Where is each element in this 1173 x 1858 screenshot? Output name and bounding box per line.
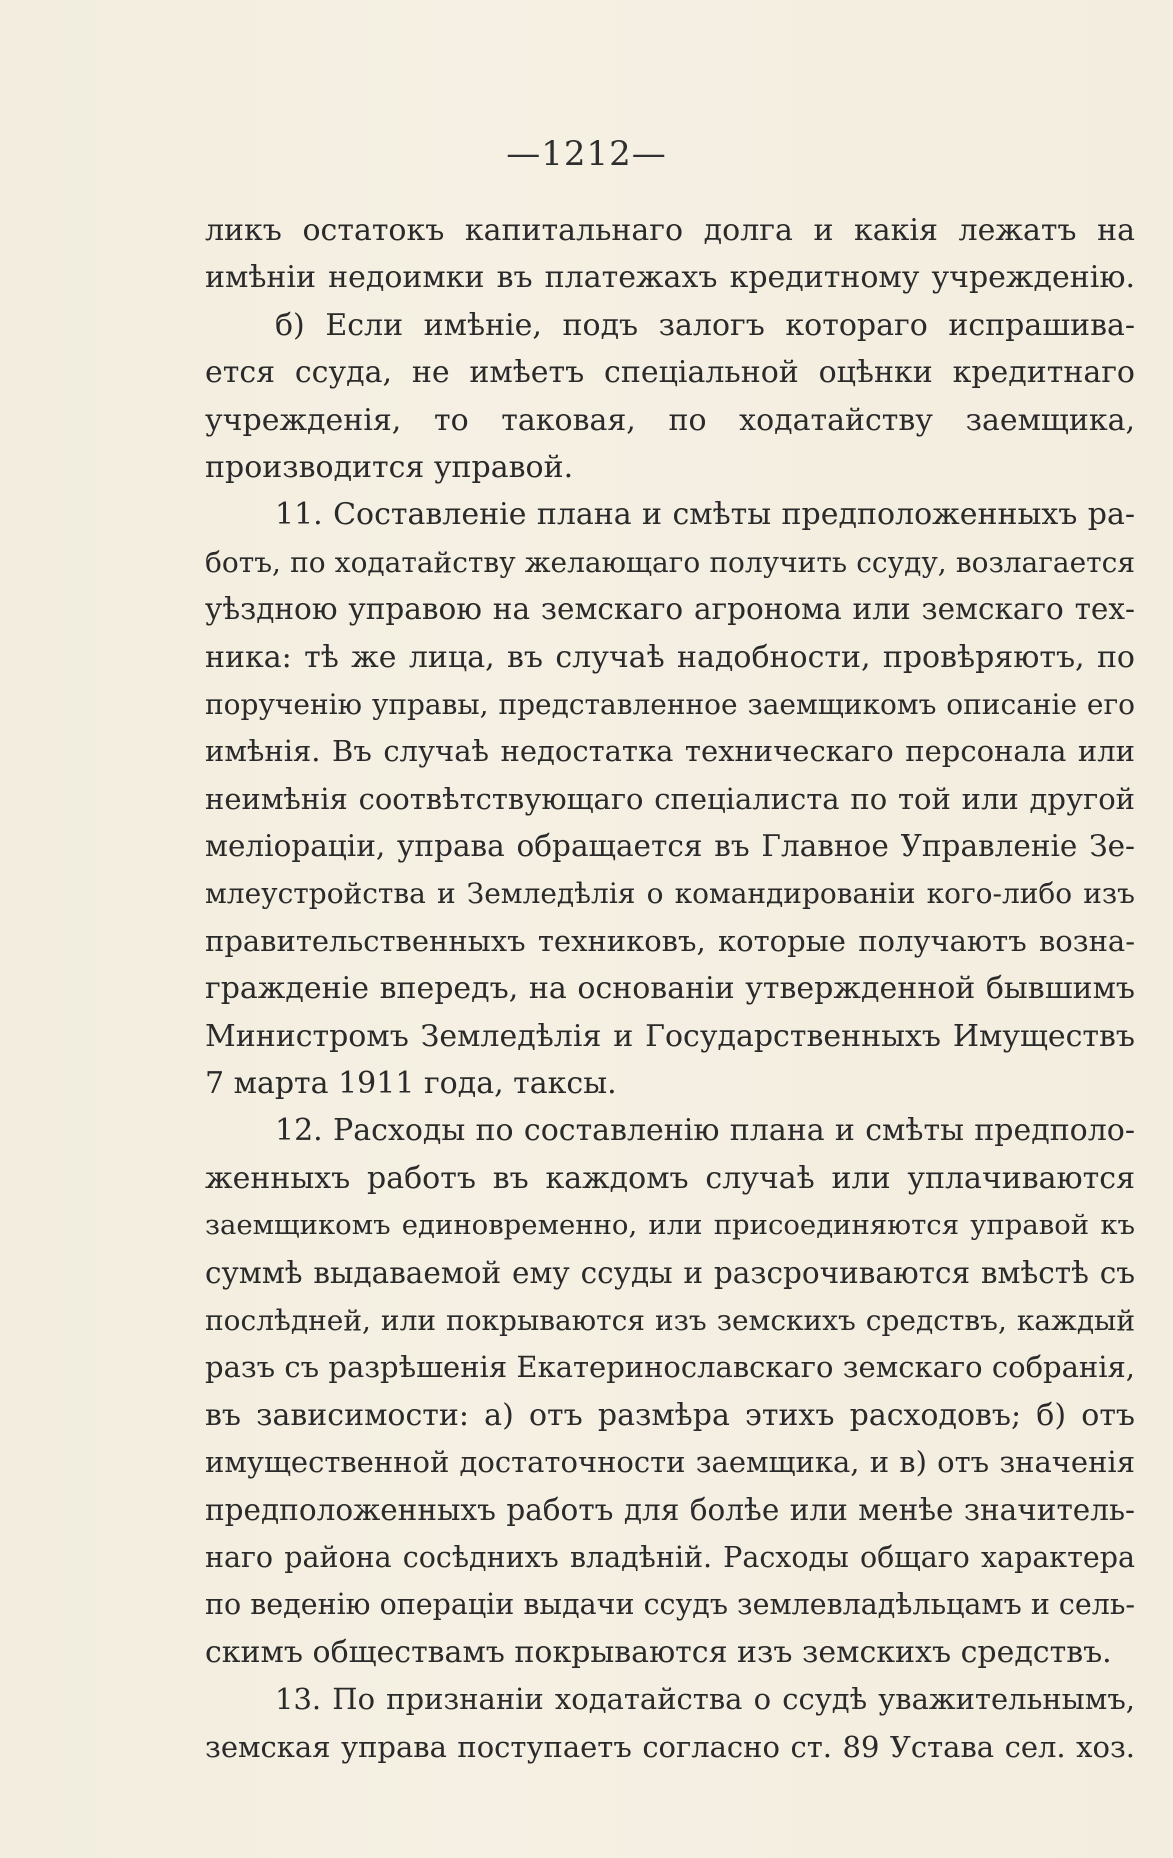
text-line: 13. По признаніи ходатайства о ссудѣ уважительнымъ, [275, 1682, 1135, 1717]
text-line: скимъ обществамъ покрываются изъ земскихъ средствъ. [205, 1634, 1112, 1670]
body-text [205, 207, 1135, 1771]
text-line: наго района сосѣднихъ владѣній. Расходы общаго характера [205, 1540, 1135, 1574]
text-line: ется ссуда, не имѣетъ спеціальной оцѣнки кредитнаго [205, 355, 1135, 391]
text-line: гражденіе впередъ, на основаніи утвержденной бывшимъ [205, 971, 1135, 1007]
text-line: имѣнія. Въ случаѣ недостатка техническаго персонала или [205, 734, 1135, 769]
text-line: въ зависимости: а) отъ размѣра этихъ расходовъ; б) отъ [205, 1397, 1135, 1433]
text-line: женныхъ работъ въ каждомъ случаѣ или уплачиваются [205, 1160, 1135, 1196]
text-line: Министромъ Земледѣлія и Государственныхъ Имуществъ [205, 1018, 1135, 1054]
text-line: порученію управы, представленное заемщикомъ описаніе его [205, 687, 1135, 721]
text-line: предположенныхъ работъ для болѣе или менѣе значитель- [205, 1492, 1135, 1527]
text-line: 12. Расходы по составленію плана и смѣты предполо- [275, 1113, 1135, 1149]
text-line: послѣдней, или покрываются изъ земскихъ средствъ, каждый [205, 1303, 1135, 1337]
text-line: ботъ, по ходатайству желающаго получить ссуду, возлагается [205, 545, 1135, 579]
text-line: неимѣнія соотвѣтствующаго спеціалиста по той или другой [205, 781, 1135, 816]
text-line: заемщикомъ единовременно, или присоединяются управой къ [205, 1209, 1135, 1242]
text-line: б) Если имѣніе, подъ залогъ котораго испрашива- [275, 307, 1135, 343]
text-line: по веденію операціи выдачи ссудъ землевладѣльцамъ и сель- [205, 1588, 1135, 1622]
text-line: ликъ остатокъ капитальнаго долга и какія лежатъ на [205, 213, 1135, 248]
text-line: ника: тѣ же лица, въ случаѣ надобности, провѣряютъ, по [205, 639, 1135, 675]
text-line: имѣніи недоимки въ платежахъ кредитному учрежденію. [205, 260, 1135, 296]
text-line: 7 марта 1911 года, таксы. [205, 1066, 617, 1102]
text-line: уѣздною управою на земскаго агронома или земскаго тех- [205, 592, 1135, 627]
text-line: 11. Составленіе плана и смѣты предположенныхъ ра- [275, 497, 1135, 533]
page-number: —1212— [506, 134, 667, 174]
text-line: правительственныхъ техниковъ, которые получаютъ возна- [205, 923, 1135, 958]
text-line: млеустройства и Земледѣлія о командированіи кого-либо изъ [205, 877, 1135, 911]
text-line: учрежденія, то таковая, по ходатайству заемщика, [205, 402, 1135, 438]
text-line: имущественной достаточности заемщика, и в) отъ значенія [205, 1445, 1135, 1480]
text-line: меліораціи, управа обращается въ Главное Управленіе Зе- [205, 829, 1135, 864]
text-line: земская управа поступаетъ согласно ст. 89 Устава сел. хоз. [205, 1729, 1135, 1764]
text-line: разъ съ разрѣшенія Екатеринославскаго земскаго собранія, [205, 1350, 1135, 1385]
text-line: суммѣ выдаваемой ему ссуды и разсрочиваются вмѣстѣ съ [205, 1255, 1135, 1290]
text-line: производится управой. [205, 449, 574, 485]
